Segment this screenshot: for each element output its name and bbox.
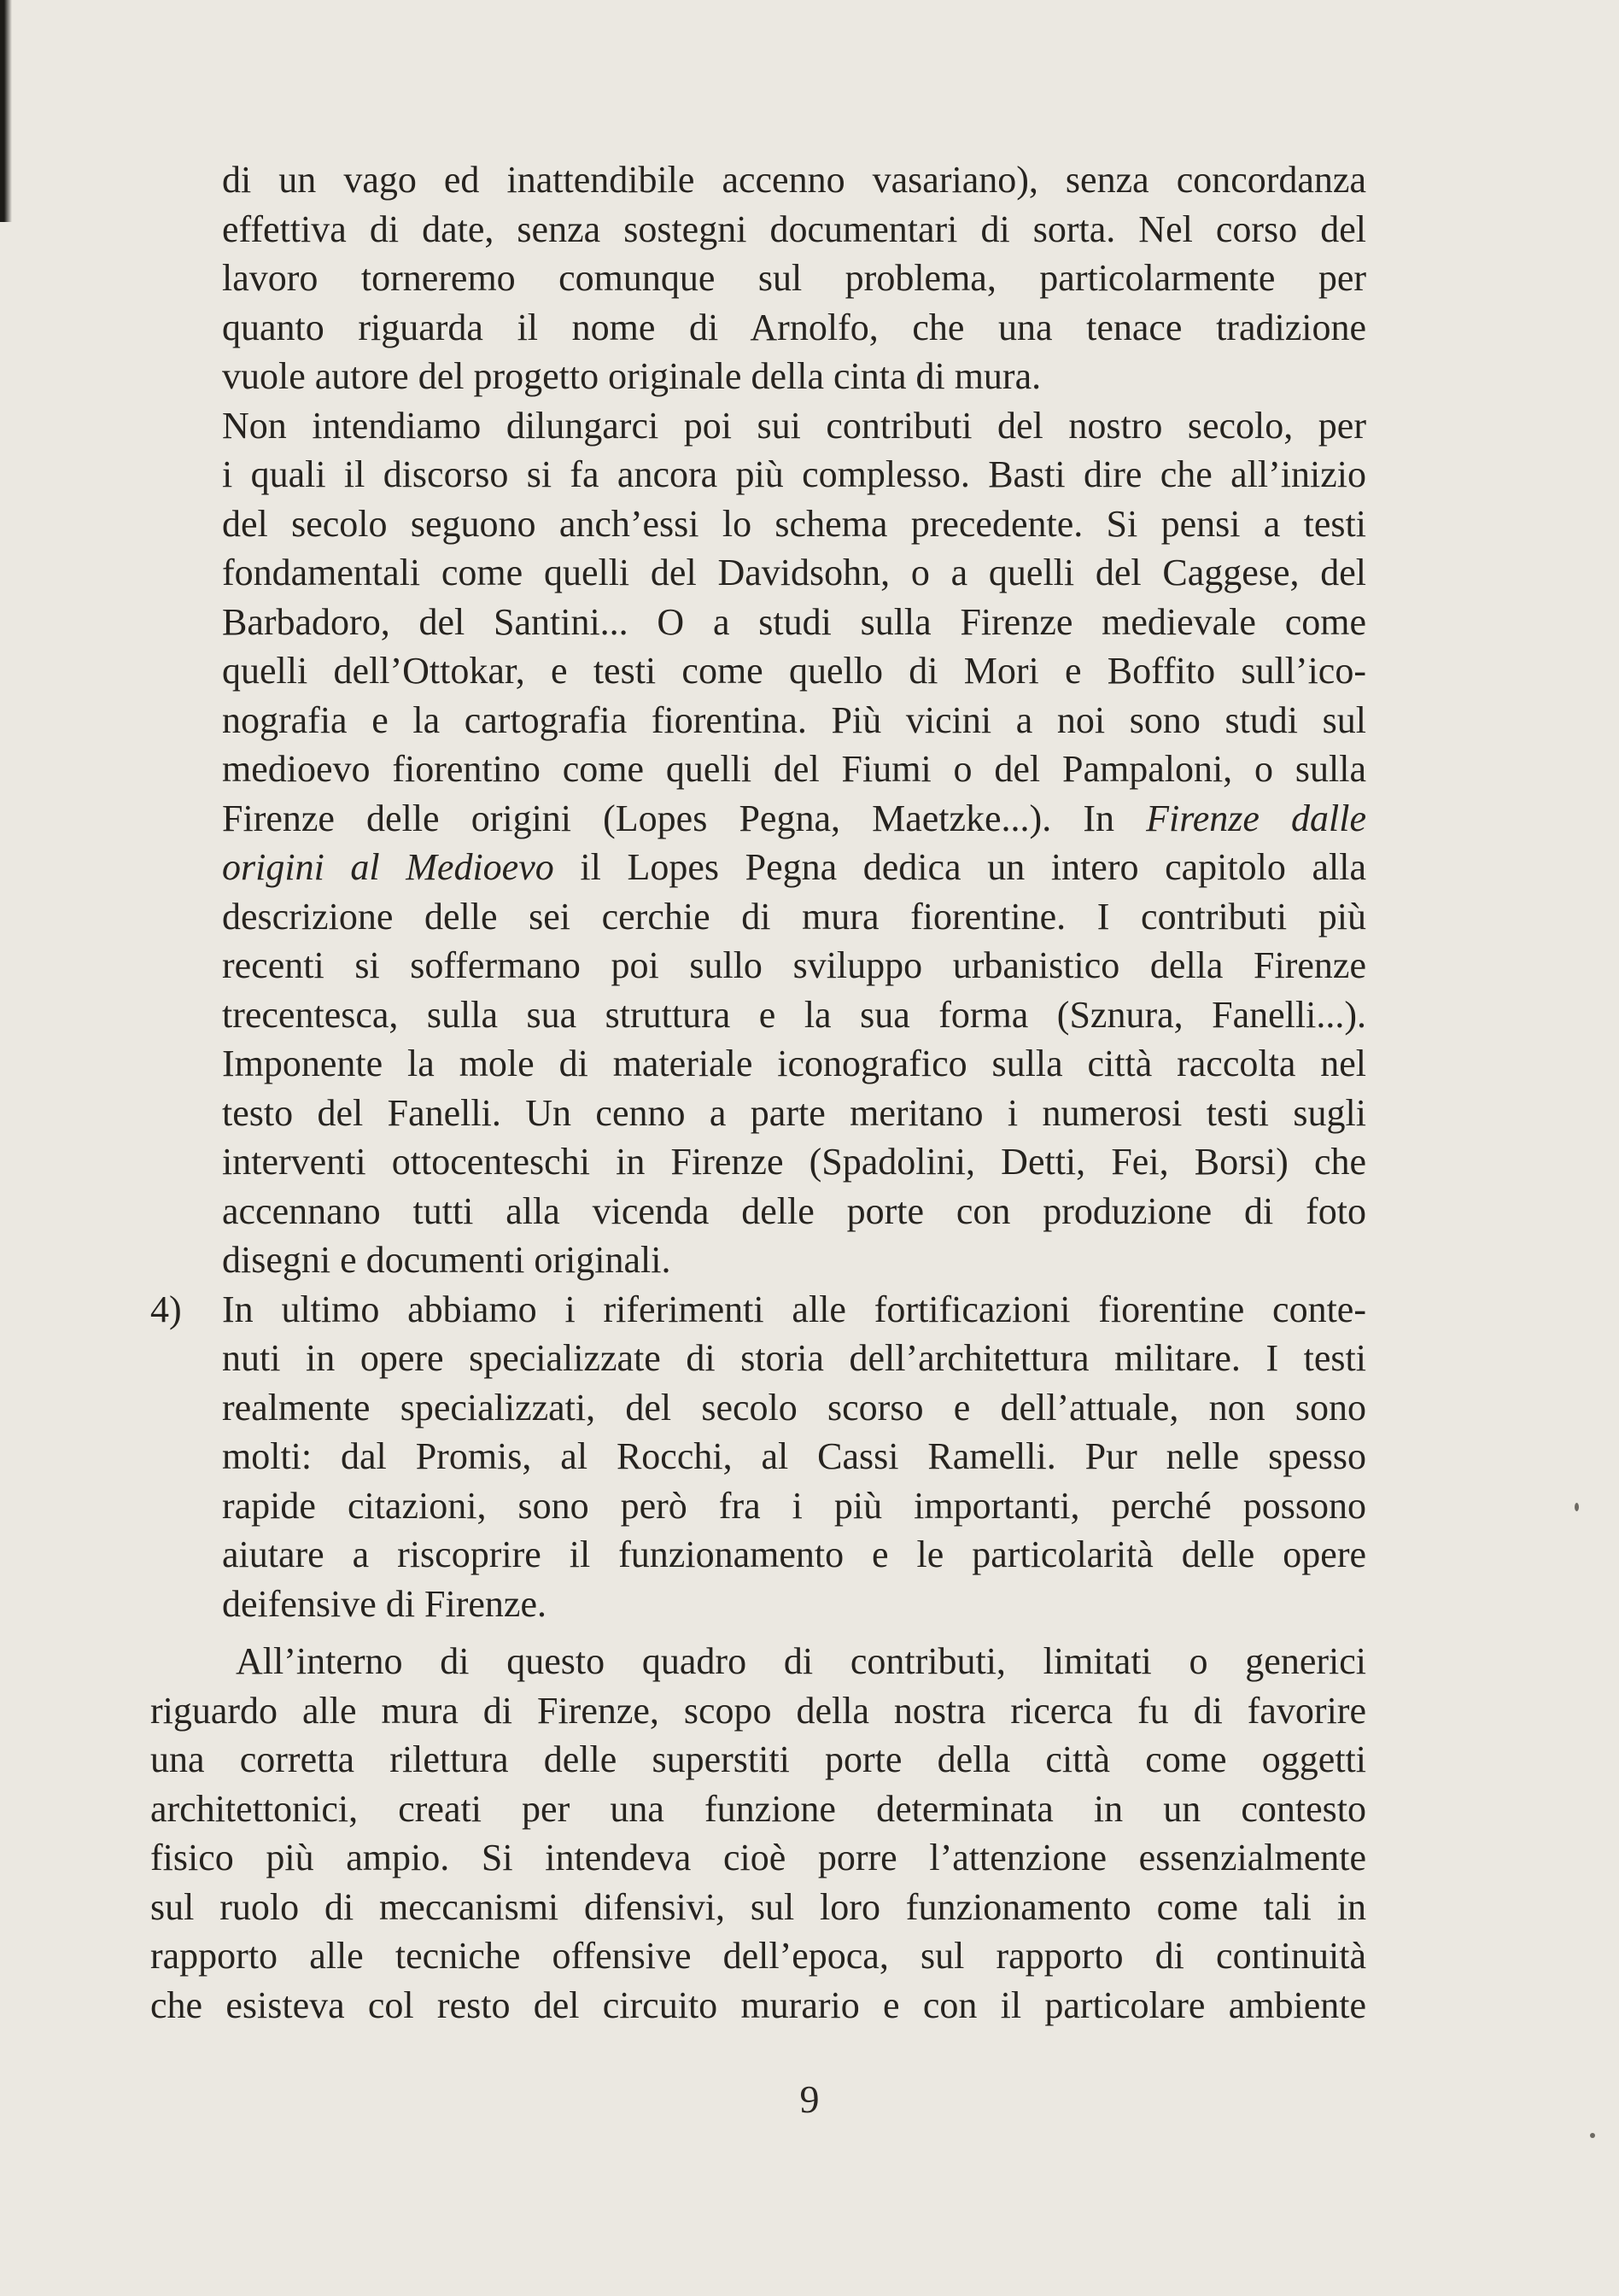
text-line: vuole autore del progetto originale della cinta di mura. [222, 355, 1042, 397]
text-line: descrizione delle sei cerchie di mura fiorentine. I contributi più [222, 895, 1366, 938]
text-line: interventi ottocenteschi in Firenze (Spadolini, Detti, Fei, Borsi) che [222, 1141, 1366, 1183]
text-line: nografia e la cartografia fiorentina. Più vicini a noi sono studi sul [222, 698, 1366, 741]
text-line: architettonici, creati per una funzione determinata in un contesto [150, 1787, 1366, 1830]
text-line: nuti in opere specializzate di storia dell’architettura militare. I testi [222, 1337, 1366, 1379]
spine-shadow [0, 0, 12, 222]
contributions-paragraph [150, 401, 1366, 1285]
text-line: aiutare a riscoprire il funzionamento e le particolarità delle opere [222, 1534, 1366, 1575]
text-line: quanto riguarda il nome di Arnolfo, che una tenace tradizione [222, 306, 1366, 348]
paper-speck [1590, 2133, 1595, 2138]
text-line: riguardo alle mura di Firenze, scopo della nostra ricerca fu di favorire [150, 1689, 1366, 1732]
text-line: testo del Fanelli. Un cenno a parte meritano i numerosi testi sugli [222, 1091, 1366, 1134]
text-line: All’interno di questo quadro di contributi, limitati o generici [236, 1640, 1366, 1682]
text-run: il Lopes Pegna dedica un intero capitolo alla [553, 846, 1366, 888]
text-line: fondamentali come quelli del Davidsohn, o a quelli del Caggese, del [222, 552, 1366, 593]
text-line: che esisteva col resto del circuito murario e con il particolare ambiente [150, 1983, 1366, 2026]
text-line: Barbadoro, del Santini... O a studi sulla Firenze medievale come [222, 600, 1366, 643]
text-line: fisico più ampio. Si intendeva cioè porre l’attenzione essenzialmente [150, 1837, 1366, 1878]
text-line: disegni e documenti originali. [222, 1239, 671, 1281]
book-title-italic: Firenze dalle [1146, 797, 1366, 839]
text-line: Non intendiamo dilungarci poi sui contributi del nostro secolo, per [222, 404, 1366, 447]
text-line [222, 794, 1366, 844]
text-line: molti: dal Promis, al Rocchi, al Cassi Ramelli. Pur nelle spesso [222, 1435, 1366, 1477]
text-line: lavoro torneremo comunque sul problema, particolarmente per [222, 257, 1366, 299]
text-line: rapide citazioni, sono però fra i più importanti, perché possono [222, 1484, 1366, 1527]
text-line: accennano tutti alla vicenda delle porte con produzione di foto [222, 1189, 1366, 1232]
text-line: deifensive di Firenze. [222, 1582, 546, 1625]
text-line: quelli dell’Ottokar, e testi come quello di Mori e Boffito sull’ico- [222, 650, 1366, 692]
text-line: Imponente la mole di materiale iconografico sulla città raccolta nel [222, 1043, 1366, 1084]
list-number: 4) [150, 1288, 182, 1330]
text-line: una corretta rilettura delle superstiti porte della città come oggetti [150, 1738, 1366, 1780]
text-line [222, 843, 1366, 892]
text-line: In ultimo abbiamo i riferimenti alle fortificazioni fiorentine conte- [222, 1288, 1366, 1330]
text-line: i quali il discorso si fa ancora più complesso. Basti dire che all’inizio [222, 453, 1366, 495]
text-line: recenti si soffermano poi sullo sviluppo urbanistico della Firenze [222, 944, 1366, 986]
research-purpose-paragraph [150, 1637, 1366, 2030]
text-line: medioevo fiorentino come quelli del Fiumi o del Pampaloni, o sulla [222, 748, 1366, 790]
list-item-4 [150, 1285, 1366, 1629]
paper-speck [1575, 1503, 1579, 1511]
book-title-italic: origini al Medioevo [222, 846, 554, 888]
text-line: del secolo seguono anch’essi lo schema precedente. Si pensi a testi [222, 502, 1366, 545]
continuation-paragraph [150, 155, 1366, 401]
body-text [150, 155, 1366, 2030]
text-line: sul ruolo di meccanismi difensivi, sul loro funzionamento come tali in [150, 1885, 1366, 1928]
text-run: Firenze delle origini (Lopes Pegna, Maetzke...). In [222, 797, 1147, 839]
text-line: rapporto alle tecniche offensive dell’epoca, sul rapporto di continuità [150, 1935, 1366, 1977]
text-line: di un vago ed inattendibile accenno vasariano), senza concordanza [222, 159, 1366, 201]
text-line: realmente specializzati, del secolo scorso e dell’attuale, non sono [222, 1386, 1366, 1428]
text-line: effettiva di date, senza sostegni documentari di sorta. Nel corso del [222, 207, 1366, 250]
text-line: trecentesca, sulla sua struttura e la sua forma (Sznura, Fanelli...). [222, 993, 1366, 1036]
page-number: 9 [799, 2077, 820, 2121]
